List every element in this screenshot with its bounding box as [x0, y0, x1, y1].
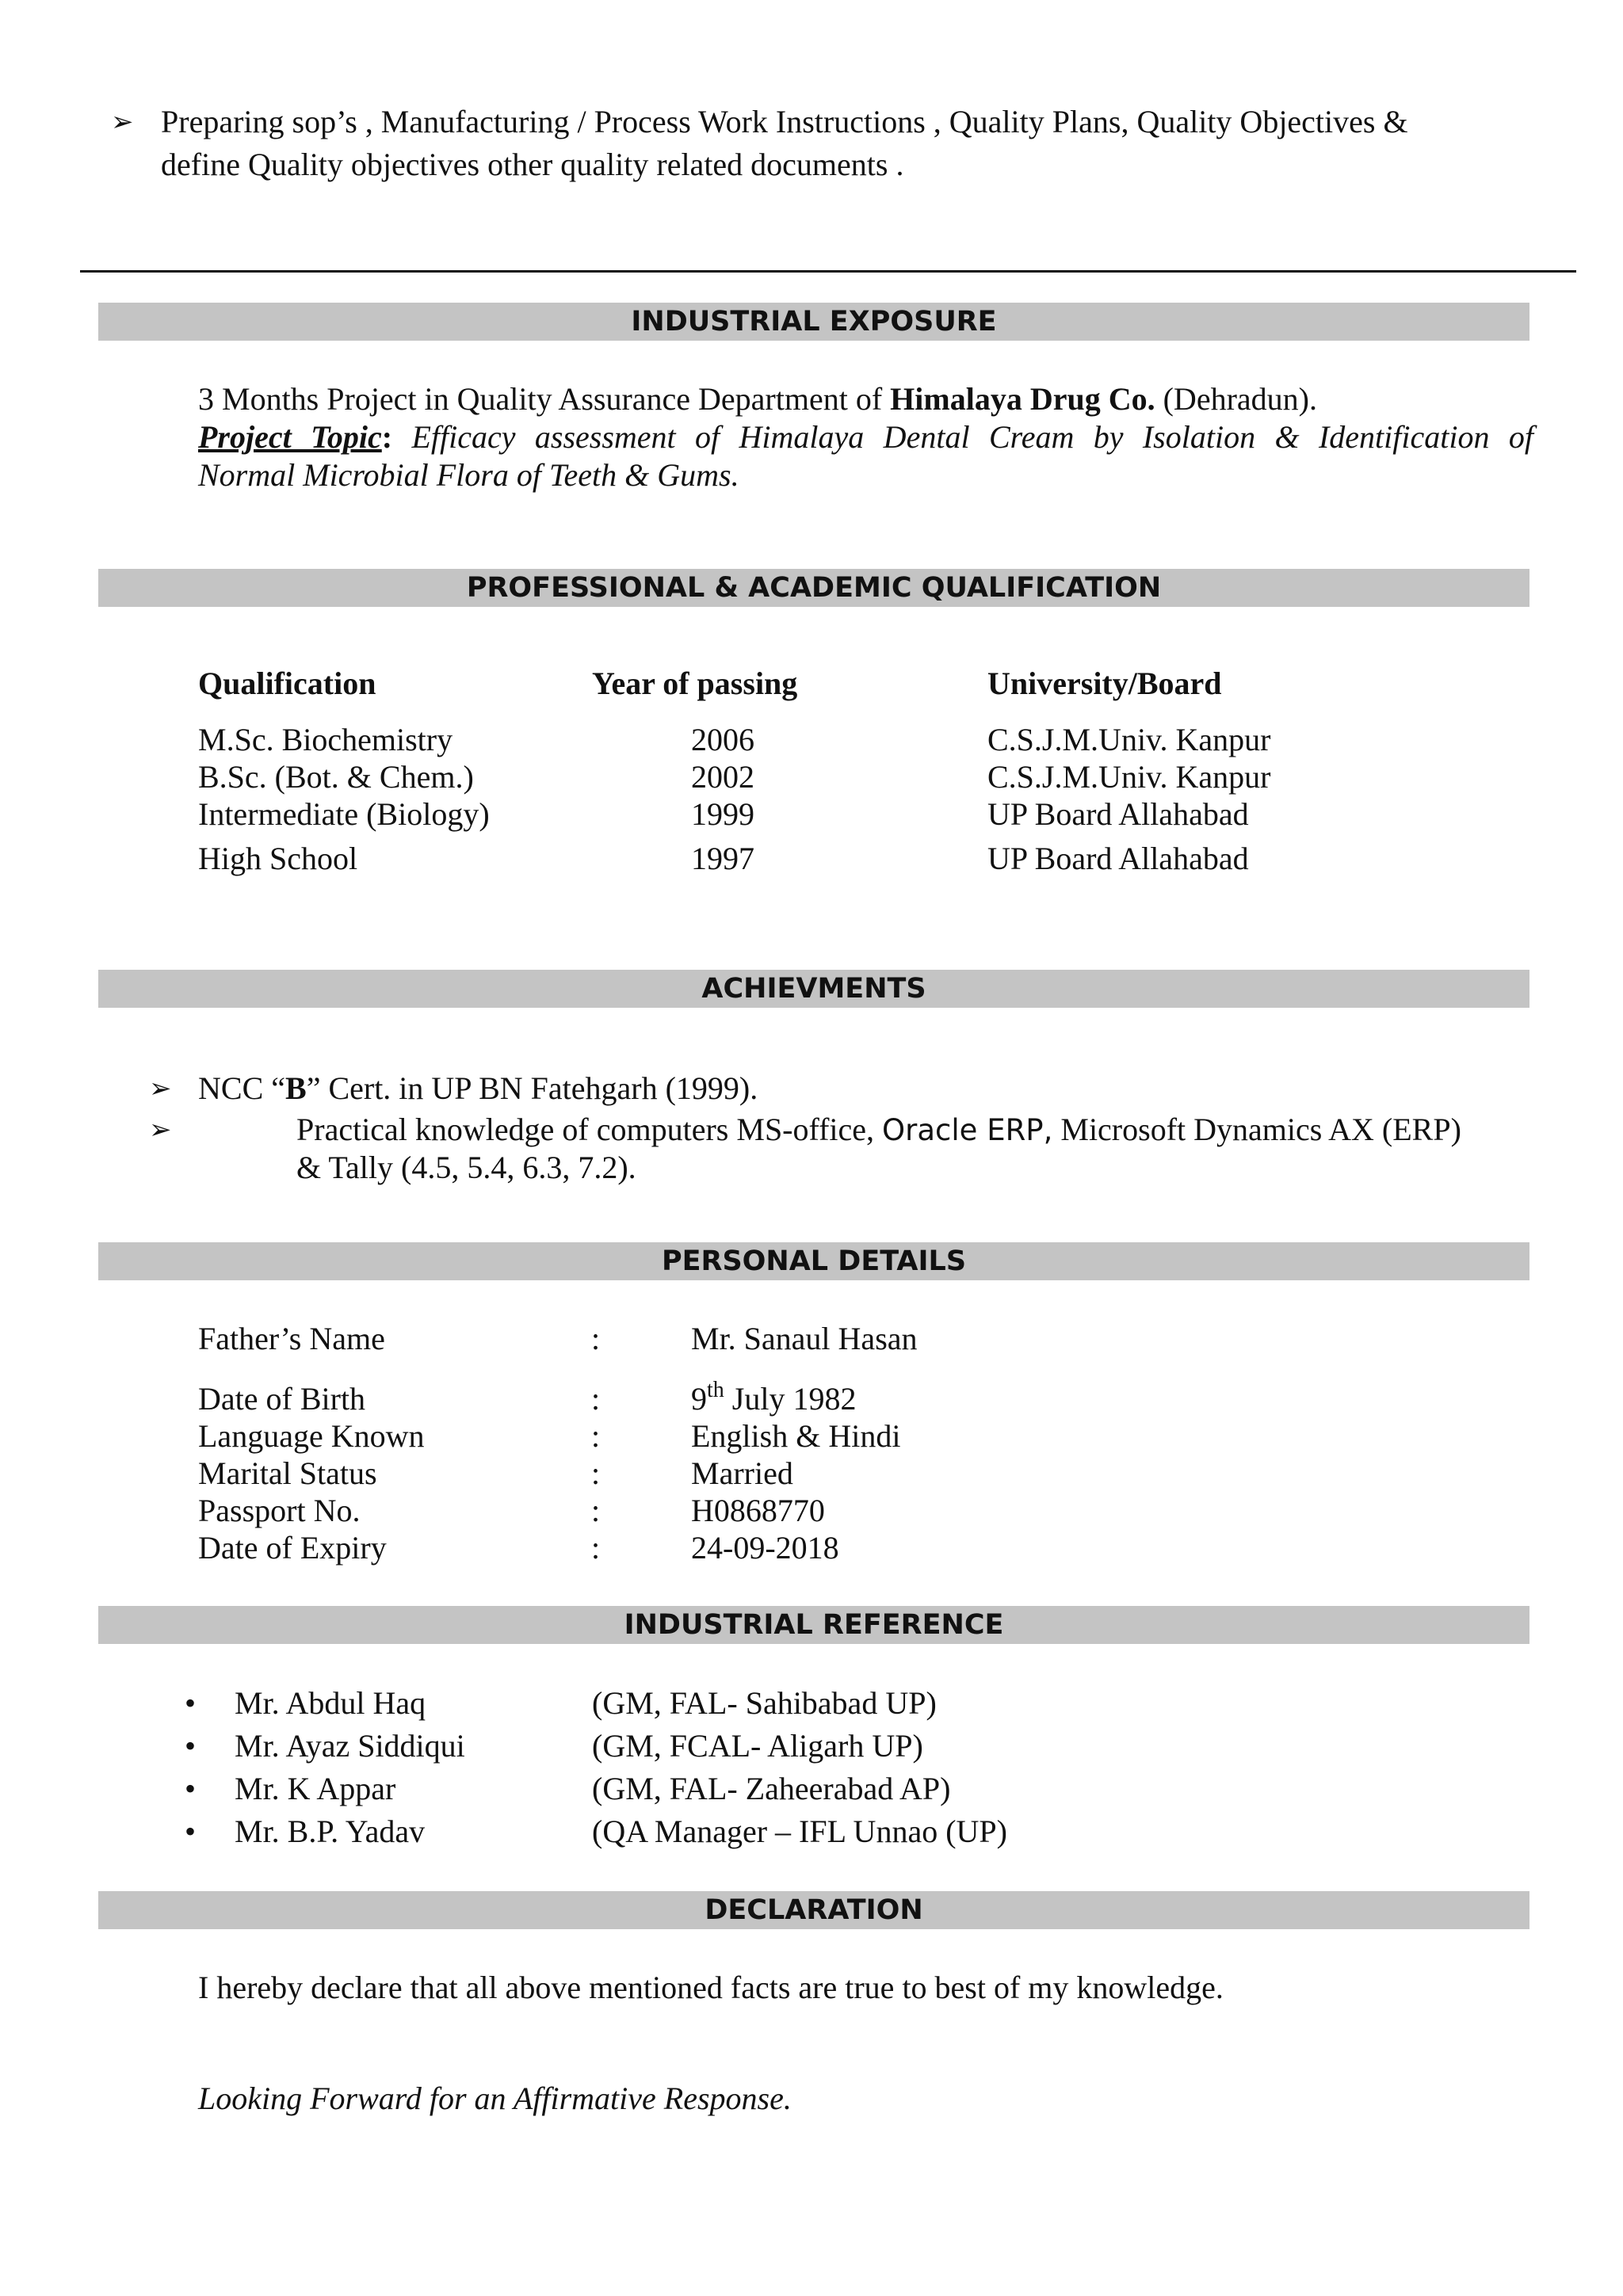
personal-separator: : — [591, 1530, 601, 1566]
personal-label: Father’s Name — [198, 1321, 385, 1356]
personal-value: 24-09-2018 — [691, 1530, 839, 1566]
project-location: (Dehradun). — [1155, 381, 1317, 417]
bullet-icon: • — [185, 1771, 197, 1806]
university-cell: UP Board Allahabad — [987, 796, 1249, 832]
section-header-personal-details — [98, 1242, 1529, 1280]
reference-detail: (GM, FCAL- Aligarh UP) — [592, 1728, 923, 1764]
achievement-text: Microsoft Dynamics AX (ERP) — [1052, 1112, 1461, 1147]
closing-line: Looking Forward for an Affirmative Response. — [198, 2081, 792, 2116]
section-title: ACHIEVMENTS — [701, 973, 926, 1005]
project-topic-label: Project Topic — [198, 419, 382, 455]
reference-name: Mr. Ayaz Siddiqui — [235, 1728, 465, 1764]
ordinal-suffix: th — [707, 1378, 724, 1402]
project-topic-line-1 — [198, 418, 1533, 456]
section-header-industrial-reference — [98, 1606, 1529, 1644]
column-header-qualification: Qualification — [198, 666, 376, 701]
declaration-text: I hereby declare that all above mentioned facts are true to best of my knowledge. — [198, 1970, 1224, 2005]
arrow-bullet-icon: ➢ — [149, 1114, 172, 1146]
personal-separator: : — [591, 1455, 601, 1491]
year-cell: 2002 — [691, 759, 754, 795]
achievement-text: NCC “ — [198, 1070, 285, 1106]
university-cell: C.S.J.M.Univ. Kanpur — [987, 759, 1271, 795]
personal-label: Date of Birth — [198, 1381, 366, 1417]
personal-separator: : — [591, 1418, 601, 1454]
company-name: Himalaya Drug Co. — [890, 381, 1155, 417]
achievement-text: Practical knowledge of computers MS-office, — [296, 1112, 883, 1147]
bullet-icon: • — [185, 1814, 197, 1849]
section-title: INDUSTRIAL REFERENCE — [624, 1609, 1004, 1641]
arrow-bullet-icon: ➢ — [149, 1073, 172, 1104]
birth-month-year: July 1982 — [724, 1381, 857, 1417]
university-cell: UP Board Allahabad — [987, 841, 1249, 876]
section-title: INDUSTRIAL EXPOSURE — [631, 306, 997, 338]
bullet-icon: • — [185, 1685, 197, 1721]
project-description — [198, 380, 1317, 418]
reference-name: Mr. Abdul Haq — [235, 1685, 426, 1721]
achievement-oracle-text: Oracle ERP, — [882, 1113, 1053, 1147]
qualification-cell: High School — [198, 841, 358, 876]
top-item-line-1: Preparing sop’s , Manufacturing / Process Work Instructions , Quality Plans, Quality Objectives & — [161, 104, 1408, 139]
horizontal-divider — [80, 270, 1576, 273]
section-title: PROFESSIONAL & ACADEMIC QUALIFICATION — [466, 572, 1162, 604]
column-header-year: Year of passing — [592, 666, 798, 701]
personal-value: English & Hindi — [691, 1418, 901, 1454]
section-header-qualification — [98, 569, 1529, 607]
year-cell: 1997 — [691, 841, 754, 876]
project-topic-text: Efficacy assessment of Himalaya Dental Cream by Isolation & Identification of — [411, 419, 1533, 455]
reference-name: Mr. B.P. Yadav — [235, 1814, 426, 1849]
university-cell: C.S.J.M.Univ. Kanpur — [987, 722, 1271, 757]
reference-detail: (GM, FAL- Zaheerabad AP) — [592, 1771, 951, 1806]
reference-detail: (GM, FAL- Sahibabad UP) — [592, 1685, 937, 1721]
achievement-item-2-line-2: & Tally (4.5, 5.4, 6.3, 7.2). — [296, 1150, 636, 1185]
personal-separator: : — [591, 1321, 601, 1356]
reference-detail: (QA Manager – IFL Unnao (UP) — [592, 1814, 1007, 1849]
arrow-bullet-icon: ➢ — [111, 106, 134, 138]
personal-value: Married — [691, 1455, 793, 1491]
personal-value: Mr. Sanaul Hasan — [691, 1321, 918, 1356]
qualification-cell: Intermediate (Biology) — [198, 796, 490, 832]
certificate-grade: B — [285, 1070, 307, 1106]
project-prefix: 3 Months Project in Quality Assurance Department of — [198, 381, 891, 417]
column-header-university: University/Board — [987, 666, 1222, 701]
personal-value: H0868770 — [691, 1493, 825, 1528]
achievement-text: ” Cert. in UP BN Fatehgarh (1999). — [306, 1070, 758, 1106]
section-title: DECLARATION — [705, 1894, 923, 1926]
personal-label: Date of Expiry — [198, 1530, 387, 1566]
personal-label: Passport No. — [198, 1493, 361, 1528]
achievement-item-1 — [198, 1070, 758, 1108]
qualification-cell: B.Sc. (Bot. & Chem.) — [198, 759, 474, 795]
year-cell: 1999 — [691, 796, 754, 832]
personal-value — [691, 1380, 856, 1418]
personal-separator: : — [591, 1493, 601, 1528]
section-title: PERSONAL DETAILS — [661, 1245, 967, 1277]
bullet-icon: • — [185, 1728, 197, 1764]
top-item-line-2: define Quality objectives other quality related documents . — [161, 147, 904, 182]
section-header-achievements — [98, 970, 1529, 1008]
section-header-declaration — [98, 1891, 1529, 1929]
section-header-industrial-exposure — [98, 303, 1529, 341]
achievement-item-2-line-1 — [296, 1111, 1461, 1150]
project-topic-line-2: Normal Microbial Flora of Teeth & Gums. — [198, 457, 739, 493]
year-cell: 2006 — [691, 722, 754, 757]
personal-label: Marital Status — [198, 1455, 377, 1491]
project-topic-colon: : — [381, 419, 393, 455]
qualification-cell: M.Sc. Biochemistry — [198, 722, 453, 757]
personal-separator: : — [591, 1381, 601, 1417]
personal-label: Language Known — [198, 1418, 425, 1454]
reference-name: Mr. K Appar — [235, 1771, 396, 1806]
birth-day: 9 — [691, 1381, 707, 1417]
